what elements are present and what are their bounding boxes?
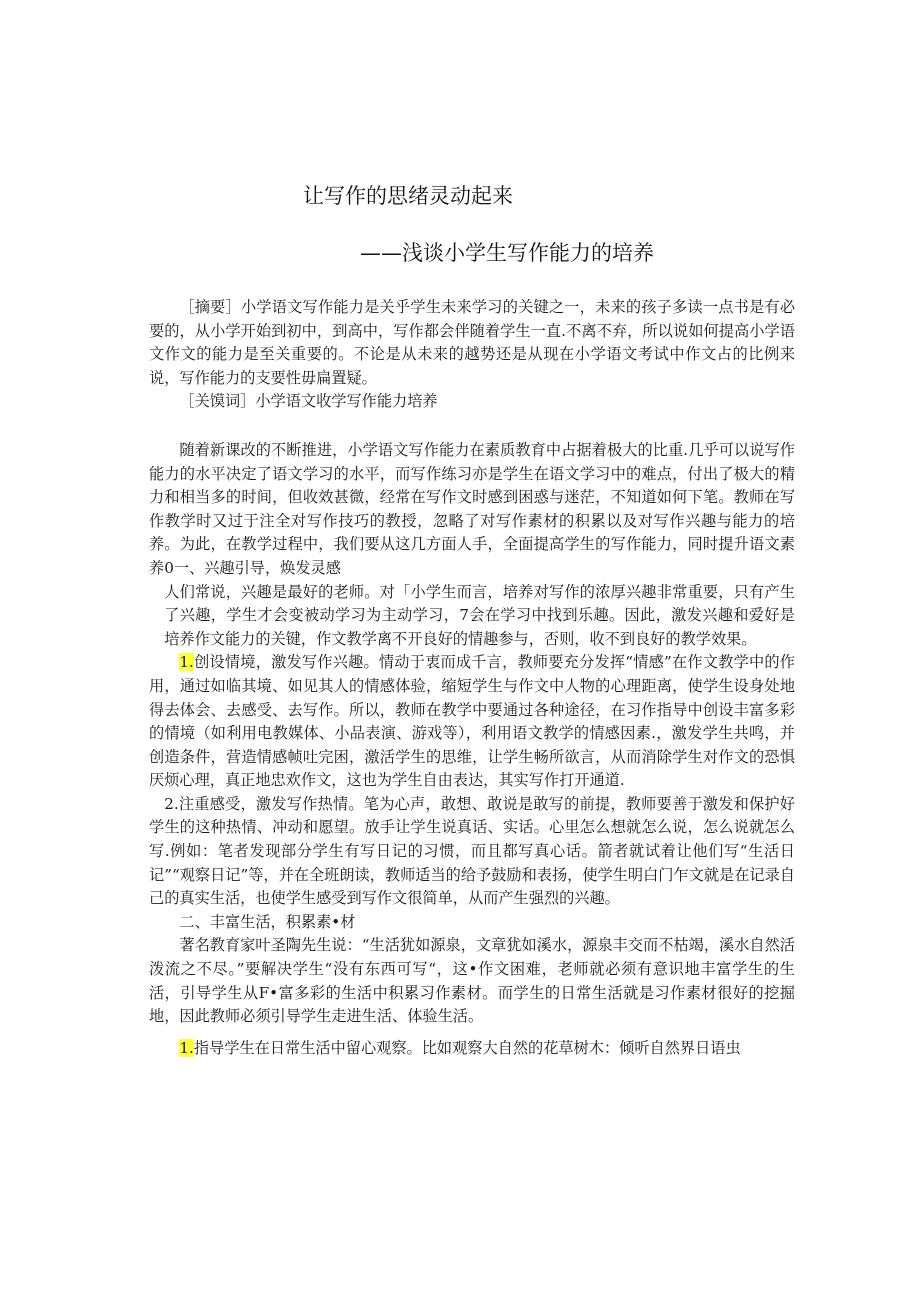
intro-paragraph: 随着新课改的不断推进，小学语文写作能力在素质教育中占据着极大的比重.几乎可以说写作能力的水平决定了语文学习的水平，而写作练习亦是学生在语文学习中的难点，付出了极大的精力和相当多的时间，但收效甚微，经常在写作文时感到困惑与迷茫，不知道如何下笔。教师在写作教学时又过于注全对写作技巧的教授，忽略了对写作素材的积累以及对写作兴趣与能力的培养。为此，在教学过程中，我们要从这几方面人手，全面提高学生的写作能力，同时提升语文素养0一、兴趣引导，焕发灵感 bbox=[149, 440, 795, 577]
item-number-highlight: 1. bbox=[179, 653, 194, 672]
document-subtitle: ——浅谈小学生写作能力的培养 bbox=[360, 241, 654, 265]
item-two-paragraph: 2.注重感受，激发写作热情。笔为心声，敢想、敢说是敢写的前提，教师要善于激发和保护好学生的这种热情、冲动和愿望。放手让学生说真话、实话。心里怎么想就怎么说，怎么说就怎么写.例如：笔者发现部分学生有写日记的习惯，而且都写真心话。箭者就试着让他们写“生活日记”“观察日记”等，并在全班朗读，教师适当的给予鼓励和表扬，使学生明白门乍文就是在记录自己的真实生活，也使学生感受到写作文很简单，从而产生强烈的兴趣。 bbox=[149, 794, 795, 908]
abstract-paragraph: ［摘要］小学语文写作能力是关乎学生未来学习的关键之一，未来的孩子多读一点书是有必要的，从小学开始到初中，到高中，写作都会伴随着学生一直.不离不弃，所以说如何提高小学语文作文的能力是至关重要的。不论是从未来的越势还是从现在小学语文考试中作文占的比例来说，写作能力的支要性毋扁置疑。 bbox=[149, 298, 795, 387]
section-two-heading: 二、丰富生活，积累素•材 bbox=[179, 912, 356, 931]
document-body bbox=[149, 296, 795, 1060]
spacer bbox=[149, 414, 795, 439]
item-one-text: 创设情境，激发写作兴趣。情动于衷而成千言，教师要充分发挥“情感”在作文教学中的作用，通过如临其境、如见其人的情感体验，缩短学生与作文中人物的心理距离，使学生设身处地得去体会、去感受、去写作。所以，教师在教学中要通过各种途径，在习作指导中创设丰富多彩的情境（如利用电教媒体、小品表演、游戏等），利用语文教学的情感因素.，激发学生共鸣，并创造条件，营造情感帧吐完困，激活学生的思维，让学生畅所欲言，从而消除学生对作文的恐惧厌烦心理，真正地忠欢作文，这也为学生自由表达，其实写作打开通道. bbox=[149, 653, 795, 790]
item-one-paragraph bbox=[149, 651, 795, 793]
spacer bbox=[149, 1029, 795, 1037]
observation-text: 指导学生在日常生活中留心观察。比如观察大自然的花草树木：倾听自然界日语虫 bbox=[193, 1038, 741, 1057]
document-title: 让写作的思绪灵动起来 bbox=[303, 184, 513, 208]
observation-paragraph bbox=[149, 1037, 795, 1061]
quote-paragraph: 著名教育家叶圣陶先生说：“生活犹如源泉，文章犹如溪水，源泉丰交而不枯竭，溪水自然活泼流之不尽。”要解决学生“没有东西可写“，这•作文困难，老师就必须有意识地丰富学生的生活，引导学生从F•富多彩的生活中积累习作素材。而学生的日常生活就是习作素材很好的挖掘地，因此教师必须引导学生走进生活、体验生活。 bbox=[149, 936, 795, 1026]
keywords-line: ［关馍词］小学语文收学写作能力培养 bbox=[179, 392, 438, 411]
item-number-highlight: 1. bbox=[179, 1038, 194, 1057]
interest-paragraph bbox=[149, 581, 795, 652]
interest-text: 人们常说，兴趣是最好的老师。对「小学生而言，培养对写作的浓厚兴趣非常重要，只有产生了兴趣，学生才会变被动学习为主动学习，7会在学习中找到乐趣。因此，激发兴趣和爱好是培养作文能力的关键，作文教学离不开良好的情趣参与，否则，收不到良好的教学效果。 bbox=[164, 582, 795, 648]
